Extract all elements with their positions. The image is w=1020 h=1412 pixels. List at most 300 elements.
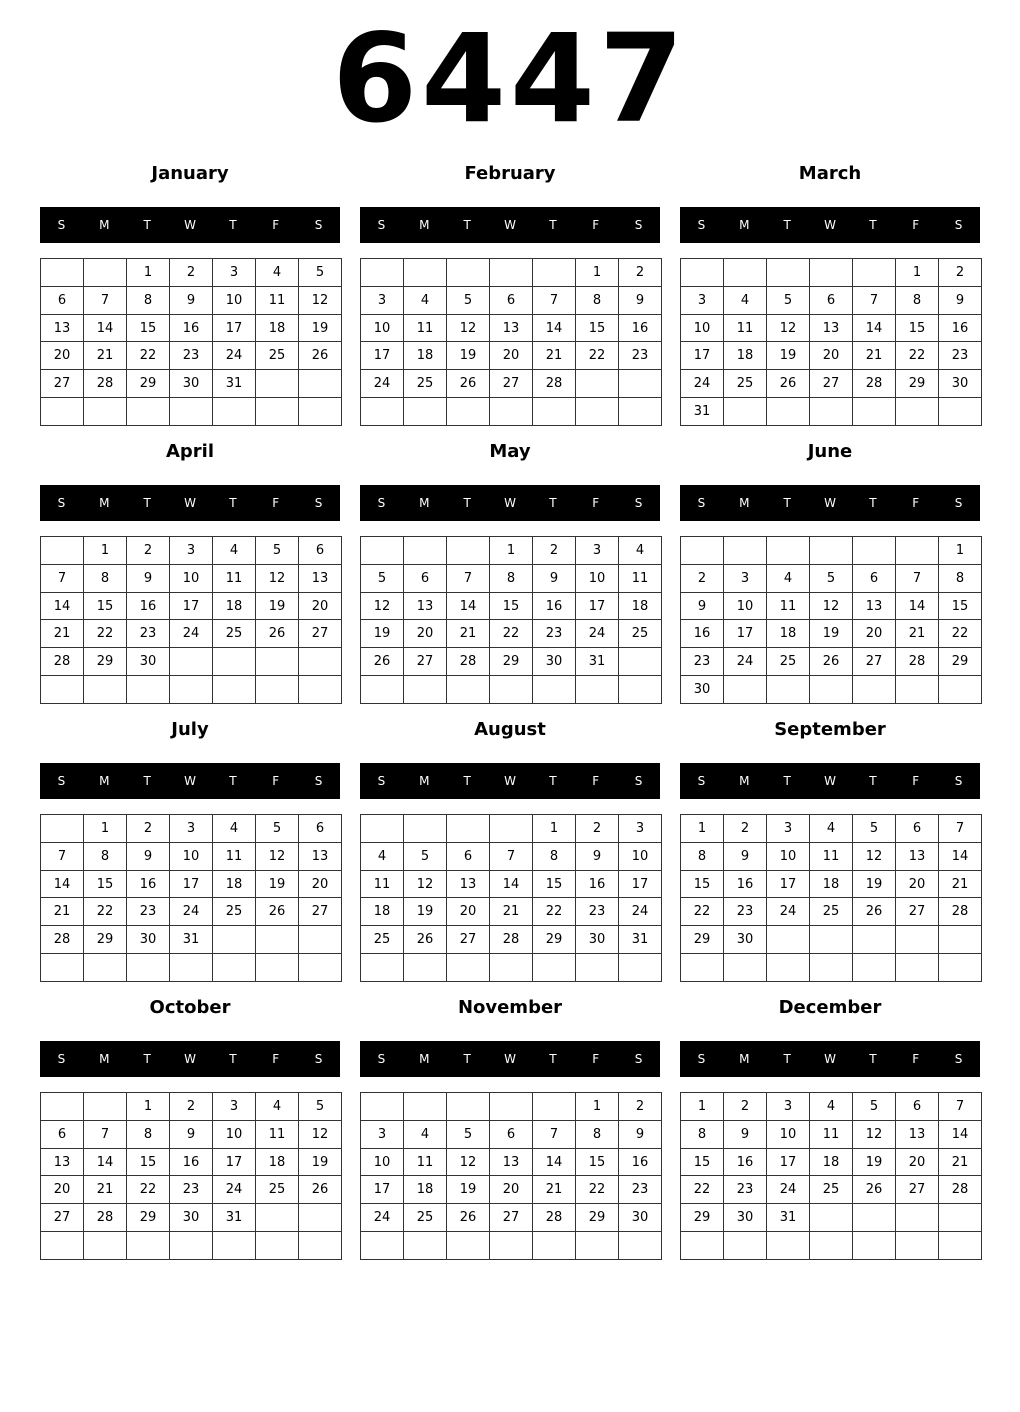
week-row <box>361 398 662 426</box>
day-cell: 25 <box>810 898 853 926</box>
day-cell: 6 <box>404 564 447 592</box>
day-cell: 21 <box>939 1148 982 1176</box>
month-name: September <box>774 719 886 740</box>
day-cell: 30 <box>681 676 724 704</box>
weekday-header <box>360 485 660 521</box>
week-row <box>41 815 342 843</box>
day-cell <box>170 1232 213 1260</box>
weekday-label: T <box>869 496 877 510</box>
day-cell: 27 <box>299 898 342 926</box>
day-cell <box>361 537 404 565</box>
day-cell: 1 <box>576 1093 619 1121</box>
day-cell: 25 <box>810 1176 853 1204</box>
day-cell <box>84 1232 127 1260</box>
day-cell: 7 <box>41 564 84 592</box>
day-grid <box>40 814 342 982</box>
week-row <box>681 1176 982 1204</box>
day-cell <box>724 537 767 565</box>
week-row <box>361 1232 662 1260</box>
day-cell: 15 <box>681 870 724 898</box>
day-cell: 24 <box>361 1204 404 1232</box>
day-cell: 3 <box>576 537 619 565</box>
day-cell: 12 <box>299 1120 342 1148</box>
day-cell: 12 <box>447 1148 490 1176</box>
day-cell: 25 <box>256 342 299 370</box>
day-cell <box>299 648 342 676</box>
day-cell <box>361 398 404 426</box>
weekday-label: S <box>954 774 963 788</box>
day-cell: 15 <box>127 314 170 342</box>
day-cell: 11 <box>619 564 662 592</box>
day-cell: 26 <box>853 1176 896 1204</box>
day-cell: 11 <box>810 842 853 870</box>
weekday-label: F <box>912 218 920 232</box>
day-cell: 27 <box>490 1204 533 1232</box>
weekday-label: W <box>504 218 516 232</box>
month-name: December <box>778 997 882 1018</box>
week-row <box>361 342 662 370</box>
week-row <box>41 342 342 370</box>
day-cell <box>576 954 619 982</box>
day-cell: 25 <box>256 1176 299 1204</box>
month-name: November <box>457 997 563 1018</box>
day-cell: 18 <box>724 342 767 370</box>
day-cell: 24 <box>213 342 256 370</box>
day-cell: 5 <box>853 815 896 843</box>
day-cell: 21 <box>41 898 84 926</box>
day-cell: 12 <box>767 314 810 342</box>
day-cell: 23 <box>619 1176 662 1204</box>
day-cell: 27 <box>404 648 447 676</box>
weekday-label: T <box>143 496 151 510</box>
day-cell: 10 <box>170 842 213 870</box>
day-cell: 7 <box>896 564 939 592</box>
day-cell <box>127 676 170 704</box>
weekday-label: S <box>634 774 643 788</box>
day-cell: 16 <box>939 314 982 342</box>
day-cell <box>853 1232 896 1260</box>
day-cell <box>447 815 490 843</box>
week-row <box>41 370 342 398</box>
day-cell: 10 <box>213 1120 256 1148</box>
week-row <box>681 648 982 676</box>
day-cell: 19 <box>361 620 404 648</box>
day-cell <box>127 1232 170 1260</box>
weekday-header <box>680 207 980 243</box>
day-cell <box>299 1204 342 1232</box>
day-cell: 30 <box>127 926 170 954</box>
day-cell <box>896 676 939 704</box>
day-cell: 29 <box>84 926 127 954</box>
day-cell: 28 <box>853 370 896 398</box>
day-cell: 23 <box>724 898 767 926</box>
weekday-label: S <box>314 218 323 232</box>
day-grid <box>360 1092 662 1260</box>
day-cell <box>533 1093 576 1121</box>
weekday-header <box>360 207 660 243</box>
day-cell: 23 <box>170 342 213 370</box>
day-cell: 11 <box>404 1148 447 1176</box>
day-cell: 21 <box>84 342 127 370</box>
day-cell: 12 <box>361 592 404 620</box>
day-cell: 16 <box>619 1148 662 1176</box>
day-cell: 22 <box>84 620 127 648</box>
day-cell: 8 <box>84 842 127 870</box>
day-cell: 12 <box>256 842 299 870</box>
day-cell <box>896 926 939 954</box>
day-cell: 5 <box>299 259 342 287</box>
day-cell <box>767 398 810 426</box>
day-cell: 17 <box>619 870 662 898</box>
day-cell: 24 <box>170 898 213 926</box>
day-cell: 23 <box>533 620 576 648</box>
day-cell: 22 <box>533 898 576 926</box>
week-row <box>361 648 662 676</box>
day-cell <box>533 259 576 287</box>
day-cell: 30 <box>533 648 576 676</box>
week-row <box>41 1204 342 1232</box>
day-cell: 24 <box>170 620 213 648</box>
weekday-label: M <box>739 218 750 232</box>
day-cell: 9 <box>724 842 767 870</box>
day-cell: 27 <box>490 370 533 398</box>
day-cell: 3 <box>170 815 213 843</box>
day-cell: 17 <box>361 1176 404 1204</box>
day-cell: 6 <box>896 1093 939 1121</box>
day-cell: 16 <box>724 1148 767 1176</box>
week-row <box>681 842 982 870</box>
day-cell <box>447 954 490 982</box>
day-cell: 1 <box>127 259 170 287</box>
weekday-header <box>680 763 980 799</box>
week-row <box>681 1093 982 1121</box>
day-cell <box>361 259 404 287</box>
day-cell <box>299 954 342 982</box>
day-cell <box>256 1232 299 1260</box>
weekday-label: T <box>229 1052 237 1066</box>
day-cell: 17 <box>767 870 810 898</box>
day-cell: 1 <box>84 815 127 843</box>
weekday-label: S <box>57 1052 66 1066</box>
weekday-label: M <box>99 218 110 232</box>
day-cell: 25 <box>404 370 447 398</box>
day-cell <box>361 954 404 982</box>
month-name: July <box>171 719 209 740</box>
day-cell: 2 <box>533 537 576 565</box>
weekday-label: S <box>697 496 706 510</box>
day-cell <box>576 370 619 398</box>
day-cell <box>767 954 810 982</box>
week-row <box>361 1204 662 1232</box>
day-cell <box>41 1093 84 1121</box>
day-cell: 9 <box>170 286 213 314</box>
day-cell: 4 <box>213 815 256 843</box>
day-cell: 2 <box>681 564 724 592</box>
day-cell: 22 <box>127 342 170 370</box>
day-cell: 24 <box>361 370 404 398</box>
weekday-label: T <box>783 774 791 788</box>
weekday-label: S <box>954 218 963 232</box>
week-row <box>681 1232 982 1260</box>
day-cell <box>404 259 447 287</box>
weekday-header <box>40 207 340 243</box>
day-cell: 21 <box>853 342 896 370</box>
day-cell: 14 <box>533 314 576 342</box>
day-cell: 5 <box>256 537 299 565</box>
day-cell: 17 <box>213 1148 256 1176</box>
day-cell: 10 <box>170 564 213 592</box>
day-cell: 30 <box>170 1204 213 1232</box>
day-cell: 1 <box>681 815 724 843</box>
weekday-header <box>680 485 980 521</box>
week-row <box>361 1176 662 1204</box>
day-cell: 26 <box>299 1176 342 1204</box>
day-cell <box>84 954 127 982</box>
day-cell: 8 <box>681 1120 724 1148</box>
day-cell: 28 <box>84 370 127 398</box>
day-cell <box>447 537 490 565</box>
weekday-label: F <box>592 1052 600 1066</box>
day-cell <box>299 370 342 398</box>
week-row <box>681 398 982 426</box>
day-cell <box>404 676 447 704</box>
day-cell: 31 <box>619 926 662 954</box>
day-cell: 19 <box>404 898 447 926</box>
day-cell: 5 <box>853 1093 896 1121</box>
day-cell: 20 <box>490 1176 533 1204</box>
week-row <box>681 954 982 982</box>
day-cell <box>213 926 256 954</box>
day-cell: 1 <box>490 537 533 565</box>
day-cell <box>810 398 853 426</box>
day-cell: 11 <box>767 592 810 620</box>
week-row <box>361 286 662 314</box>
weekday-label: M <box>99 774 110 788</box>
day-cell: 21 <box>896 620 939 648</box>
day-cell: 18 <box>256 1148 299 1176</box>
day-cell: 5 <box>447 1120 490 1148</box>
day-cell <box>939 676 982 704</box>
day-cell: 30 <box>939 370 982 398</box>
day-cell: 24 <box>681 370 724 398</box>
day-cell <box>724 398 767 426</box>
week-row <box>41 870 342 898</box>
week-row <box>361 1093 662 1121</box>
day-cell: 8 <box>533 842 576 870</box>
weekday-label: T <box>869 1052 877 1066</box>
day-cell <box>810 1232 853 1260</box>
weekday-label: T <box>549 774 557 788</box>
day-cell: 6 <box>41 1120 84 1148</box>
day-cell: 7 <box>939 815 982 843</box>
day-cell: 10 <box>681 314 724 342</box>
day-cell: 11 <box>256 1120 299 1148</box>
day-cell <box>41 537 84 565</box>
day-cell: 1 <box>896 259 939 287</box>
day-cell: 19 <box>853 1148 896 1176</box>
day-cell <box>533 676 576 704</box>
weekday-label: W <box>184 496 196 510</box>
day-cell: 8 <box>127 1120 170 1148</box>
day-cell: 18 <box>404 342 447 370</box>
day-cell <box>490 1093 533 1121</box>
day-cell: 7 <box>490 842 533 870</box>
day-cell: 4 <box>404 286 447 314</box>
weekday-label: T <box>869 774 877 788</box>
day-grid <box>360 536 662 704</box>
day-cell: 30 <box>576 926 619 954</box>
day-cell: 19 <box>256 592 299 620</box>
weekday-header <box>40 763 340 799</box>
day-cell: 29 <box>681 1204 724 1232</box>
day-cell <box>41 954 84 982</box>
day-cell: 3 <box>619 815 662 843</box>
day-cell: 24 <box>767 1176 810 1204</box>
day-grid <box>40 1092 342 1260</box>
week-row <box>41 898 342 926</box>
day-cell: 22 <box>939 620 982 648</box>
day-cell <box>490 1232 533 1260</box>
day-cell: 8 <box>939 564 982 592</box>
day-cell: 25 <box>724 370 767 398</box>
day-cell: 7 <box>447 564 490 592</box>
day-cell: 25 <box>404 1204 447 1232</box>
day-cell <box>767 1232 810 1260</box>
week-row <box>361 926 662 954</box>
day-cell: 18 <box>810 870 853 898</box>
day-cell: 21 <box>84 1176 127 1204</box>
day-cell: 1 <box>84 537 127 565</box>
day-cell: 21 <box>490 898 533 926</box>
day-cell: 15 <box>127 1148 170 1176</box>
day-grid <box>360 258 662 426</box>
day-cell: 23 <box>576 898 619 926</box>
weekday-label: T <box>783 1052 791 1066</box>
day-cell: 10 <box>767 1120 810 1148</box>
day-cell: 16 <box>170 314 213 342</box>
day-cell: 9 <box>170 1120 213 1148</box>
day-cell: 27 <box>447 926 490 954</box>
day-cell: 7 <box>84 286 127 314</box>
day-cell: 27 <box>41 1204 84 1232</box>
day-cell: 17 <box>724 620 767 648</box>
day-cell <box>939 1232 982 1260</box>
day-cell: 31 <box>681 398 724 426</box>
day-cell: 29 <box>127 370 170 398</box>
week-row <box>361 1148 662 1176</box>
day-cell <box>361 676 404 704</box>
day-cell <box>256 370 299 398</box>
week-row <box>681 314 982 342</box>
day-cell: 4 <box>767 564 810 592</box>
day-cell: 21 <box>41 620 84 648</box>
day-cell: 21 <box>939 870 982 898</box>
day-cell: 29 <box>490 648 533 676</box>
day-cell: 1 <box>681 1093 724 1121</box>
day-cell <box>853 1204 896 1232</box>
day-cell <box>853 954 896 982</box>
day-cell: 6 <box>299 815 342 843</box>
day-cell: 19 <box>299 314 342 342</box>
weekday-label: M <box>739 774 750 788</box>
day-cell: 8 <box>681 842 724 870</box>
day-cell: 30 <box>619 1204 662 1232</box>
day-cell: 18 <box>810 1148 853 1176</box>
week-row <box>681 898 982 926</box>
day-cell: 20 <box>299 870 342 898</box>
day-cell: 6 <box>490 286 533 314</box>
day-cell <box>681 537 724 565</box>
weekday-label: S <box>57 774 66 788</box>
weekday-label: S <box>634 496 643 510</box>
day-grid <box>680 536 982 704</box>
day-cell: 26 <box>361 648 404 676</box>
day-cell <box>170 398 213 426</box>
week-row <box>681 870 982 898</box>
day-cell: 24 <box>576 620 619 648</box>
day-cell <box>533 954 576 982</box>
day-cell: 15 <box>681 1148 724 1176</box>
day-cell: 25 <box>213 898 256 926</box>
weekday-label: F <box>912 1052 920 1066</box>
day-cell: 24 <box>724 648 767 676</box>
weekday-label: W <box>824 218 836 232</box>
day-cell: 26 <box>404 926 447 954</box>
day-cell: 22 <box>84 898 127 926</box>
day-cell: 15 <box>533 870 576 898</box>
day-cell: 6 <box>299 537 342 565</box>
day-cell <box>619 370 662 398</box>
day-cell: 31 <box>213 1204 256 1232</box>
day-cell <box>896 954 939 982</box>
day-cell: 1 <box>127 1093 170 1121</box>
day-cell: 9 <box>619 1120 662 1148</box>
weekday-label: W <box>184 774 196 788</box>
weekday-label: T <box>463 774 471 788</box>
day-cell <box>41 1232 84 1260</box>
day-cell <box>84 1093 127 1121</box>
weekday-label: W <box>824 1052 836 1066</box>
weekday-label: T <box>549 218 557 232</box>
day-cell: 18 <box>619 592 662 620</box>
week-row <box>41 564 342 592</box>
day-cell: 18 <box>404 1176 447 1204</box>
day-cell: 11 <box>361 870 404 898</box>
day-cell: 9 <box>681 592 724 620</box>
day-cell <box>404 1232 447 1260</box>
week-row <box>41 648 342 676</box>
weekday-label: T <box>869 218 877 232</box>
day-cell: 19 <box>447 342 490 370</box>
day-cell: 25 <box>361 926 404 954</box>
weekday-label: M <box>419 218 430 232</box>
day-cell <box>404 398 447 426</box>
month-name: October <box>149 997 231 1018</box>
day-cell <box>724 1232 767 1260</box>
day-cell <box>724 676 767 704</box>
weekday-label: T <box>549 496 557 510</box>
day-cell: 12 <box>853 1120 896 1148</box>
day-cell: 10 <box>767 842 810 870</box>
day-cell: 18 <box>213 592 256 620</box>
day-cell: 19 <box>299 1148 342 1176</box>
day-cell <box>299 676 342 704</box>
weekday-label: M <box>739 1052 750 1066</box>
day-cell: 20 <box>299 592 342 620</box>
day-cell: 11 <box>213 842 256 870</box>
weekday-label: T <box>463 1052 471 1066</box>
month-name: March <box>798 163 862 184</box>
